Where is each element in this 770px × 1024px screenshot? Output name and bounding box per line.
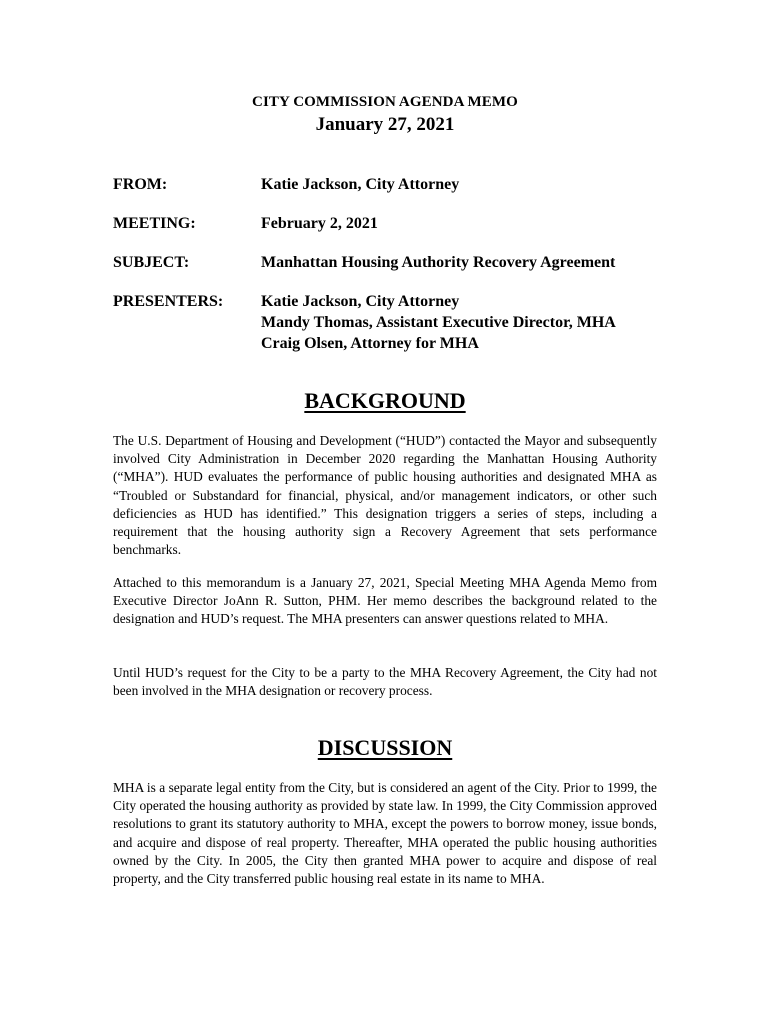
from-value: Katie Jackson, City Attorney <box>261 176 460 193</box>
meeting-value: February 2, 2021 <box>261 215 378 232</box>
from-label: FROM: <box>113 176 168 193</box>
subject-values <box>261 252 681 273</box>
meeting-values <box>261 213 681 234</box>
presenters-label: PRESENTERS: <box>113 293 224 310</box>
from-values <box>261 174 681 195</box>
subject-value: Manhattan Housing Authority Recovery Agreement <box>261 254 616 271</box>
discussion-paragraph-1: MHA is a separate legal entity from the City, but is considered an agent of the City. Prior to 1999, the City operated the housing authority as provided by state law. In 1999, the City Commission approved resolutions to grant its statutory authority to MHA, except the powers to borrow money, issue bonds, and acquire and dispose of real property. Thereafter, MHA operated the public housing authorities owned by the City. In 2005, the City then granted MHA power to acquire and dispose of real property, and the City transferred public housing real estate in its name to MHA. <box>113 780 657 887</box>
memo-date: January 27, 2021 <box>315 114 455 135</box>
presenters-values <box>261 291 681 354</box>
memo-title: CITY COMMISSION AGENDA MEMO <box>252 94 518 110</box>
background-paragraph-2: Attached to this memorandum is a January 27, 2021, Special Meeting MHA Agenda Memo from Executive Director JoAnn R. Sutton, PHM. Her memo describes the background related to the designation and HUD’s request. The MHA presenters can answer questions related to MHA. <box>113 575 657 627</box>
meeting-label: MEETING: <box>113 215 196 232</box>
discussion-heading: DISCUSSION <box>317 735 453 760</box>
background-paragraph-3: Until HUD’s request for the City to be a party to the MHA Recovery Agreement, the City had not been involved in the MHA designation or recovery process. <box>113 665 657 699</box>
presenter-3: Craig Olsen, Attorney for MHA <box>261 335 479 352</box>
presenter-1: Katie Jackson, City Attorney <box>261 293 460 310</box>
background-heading: BACKGROUND <box>304 388 466 413</box>
presenter-2: Mandy Thomas, Assistant Executive Director, MHA <box>261 314 616 331</box>
subject-label: SUBJECT: <box>113 254 190 271</box>
background-paragraph-1: The U.S. Department of Housing and Development (“HUD”) contacted the Mayor and subsequently involved City Administration in December 2020 regarding the Manhattan Housing Authority (“MHA”). HUD evaluates the performance of public housing authorities and designated MHA as “Troubled or Substandard for financial, physical, and/or management indicators, or other such deficiencies as HUD has identified.” This designation triggers a series of steps, including a requirement that the housing authority sign a Recovery Agreement that sets performance benchmarks. <box>113 433 657 558</box>
